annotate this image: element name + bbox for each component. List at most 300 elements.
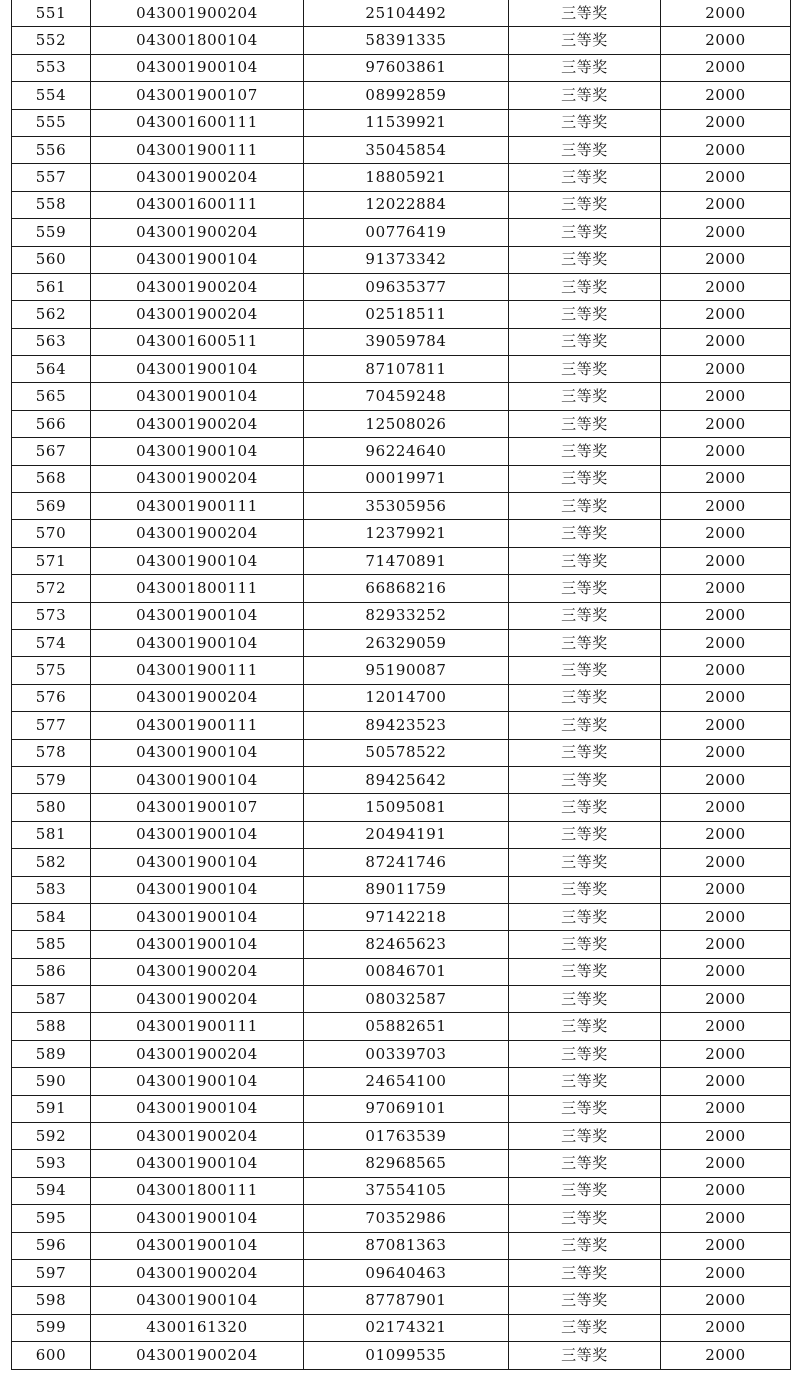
code-cell: 043001900104 <box>91 876 304 903</box>
ticket-number-cell: 95190087 <box>304 657 509 684</box>
table-row <box>12 27 791 54</box>
code-cell: 043001900104 <box>91 739 304 766</box>
amount-cell: 2000 <box>661 191 791 218</box>
amount-cell: 2000 <box>661 602 791 629</box>
row-number-cell: 598 <box>12 1287 91 1314</box>
ticket-number-cell: 50578522 <box>304 739 509 766</box>
code-cell: 043001900107 <box>91 82 304 109</box>
ticket-number-cell: 71470891 <box>304 547 509 574</box>
code-cell: 4300161320 <box>91 1314 304 1341</box>
table-row <box>12 1205 791 1232</box>
prize-level-cell: 三等奖 <box>509 191 661 218</box>
table-row <box>12 136 791 163</box>
amount-cell: 2000 <box>661 164 791 191</box>
ticket-number-cell: 82933252 <box>304 602 509 629</box>
amount-cell: 2000 <box>661 1232 791 1259</box>
table-row <box>12 246 791 273</box>
prize-level-cell: 三等奖 <box>509 1287 661 1314</box>
row-number-cell: 552 <box>12 27 91 54</box>
code-cell: 043001900104 <box>91 1150 304 1177</box>
table-row <box>12 356 791 383</box>
code-cell: 043001600111 <box>91 109 304 136</box>
code-cell: 043001900104 <box>91 1205 304 1232</box>
row-number-cell: 592 <box>12 1123 91 1150</box>
code-cell: 043001900104 <box>91 903 304 930</box>
prize-level-cell: 三等奖 <box>509 410 661 437</box>
amount-cell: 2000 <box>661 986 791 1013</box>
row-number-cell: 563 <box>12 328 91 355</box>
amount-cell: 2000 <box>661 712 791 739</box>
table-row <box>12 1150 791 1177</box>
ticket-number-cell: 35045854 <box>304 136 509 163</box>
table-row <box>12 1040 791 1067</box>
table-row <box>12 766 791 793</box>
amount-cell: 2000 <box>661 1150 791 1177</box>
ticket-number-cell: 87241746 <box>304 849 509 876</box>
ticket-number-cell: 09635377 <box>304 273 509 300</box>
code-cell: 043001900204 <box>91 0 304 27</box>
code-cell: 043001900104 <box>91 1287 304 1314</box>
ticket-number-cell: 11539921 <box>304 109 509 136</box>
ticket-number-cell: 15095081 <box>304 794 509 821</box>
code-cell: 043001900204 <box>91 164 304 191</box>
row-number-cell: 576 <box>12 684 91 711</box>
amount-cell: 2000 <box>661 465 791 492</box>
ticket-number-cell: 20494191 <box>304 821 509 848</box>
ticket-number-cell: 00776419 <box>304 219 509 246</box>
table-row <box>12 794 791 821</box>
row-number-cell: 571 <box>12 547 91 574</box>
amount-cell: 2000 <box>661 1040 791 1067</box>
table-row <box>12 986 791 1013</box>
ticket-number-cell: 91373342 <box>304 246 509 273</box>
code-cell: 043001900104 <box>91 356 304 383</box>
ticket-number-cell: 00339703 <box>304 1040 509 1067</box>
amount-cell: 2000 <box>661 246 791 273</box>
table-row <box>12 54 791 81</box>
row-number-cell: 588 <box>12 1013 91 1040</box>
amount-cell: 2000 <box>661 219 791 246</box>
ticket-number-cell: 97142218 <box>304 903 509 930</box>
ticket-number-cell: 87787901 <box>304 1287 509 1314</box>
table-row <box>12 82 791 109</box>
table-row <box>12 328 791 355</box>
row-number-cell: 564 <box>12 356 91 383</box>
amount-cell: 2000 <box>661 547 791 574</box>
prize-level-cell: 三等奖 <box>509 903 661 930</box>
amount-cell: 2000 <box>661 438 791 465</box>
row-number-cell: 551 <box>12 0 91 27</box>
prize-level-cell: 三等奖 <box>509 164 661 191</box>
prize-level-cell: 三等奖 <box>509 438 661 465</box>
ticket-number-cell: 97069101 <box>304 1095 509 1122</box>
amount-cell: 2000 <box>661 657 791 684</box>
amount-cell: 2000 <box>661 1342 791 1369</box>
code-cell: 043001900104 <box>91 821 304 848</box>
row-number-cell: 585 <box>12 931 91 958</box>
table-row <box>12 520 791 547</box>
table-row <box>12 1287 791 1314</box>
amount-cell: 2000 <box>661 54 791 81</box>
ticket-number-cell: 02518511 <box>304 301 509 328</box>
table-row <box>12 1342 791 1369</box>
row-number-cell: 573 <box>12 602 91 629</box>
prize-winners-table <box>11 0 791 1370</box>
prize-level-cell: 三等奖 <box>509 684 661 711</box>
code-cell: 043001900111 <box>91 712 304 739</box>
prize-level-cell: 三等奖 <box>509 1342 661 1369</box>
table-row <box>12 164 791 191</box>
row-number-cell: 583 <box>12 876 91 903</box>
amount-cell: 2000 <box>661 0 791 27</box>
prize-level-cell: 三等奖 <box>509 136 661 163</box>
table-row <box>12 465 791 492</box>
row-number-cell: 558 <box>12 191 91 218</box>
row-number-cell: 577 <box>12 712 91 739</box>
code-cell: 043001900111 <box>91 657 304 684</box>
code-cell: 043001900104 <box>91 438 304 465</box>
code-cell: 043001600511 <box>91 328 304 355</box>
amount-cell: 2000 <box>661 82 791 109</box>
ticket-number-cell: 82465623 <box>304 931 509 958</box>
row-number-cell: 597 <box>12 1259 91 1286</box>
table-row <box>12 301 791 328</box>
amount-cell: 2000 <box>661 794 791 821</box>
table-row <box>12 438 791 465</box>
row-number-cell: 591 <box>12 1095 91 1122</box>
amount-cell: 2000 <box>661 1287 791 1314</box>
prize-level-cell: 三等奖 <box>509 849 661 876</box>
table-row <box>12 1013 791 1040</box>
ticket-number-cell: 35305956 <box>304 493 509 520</box>
ticket-number-cell: 70459248 <box>304 383 509 410</box>
code-cell: 043001900104 <box>91 1095 304 1122</box>
row-number-cell: 559 <box>12 219 91 246</box>
row-number-cell: 580 <box>12 794 91 821</box>
ticket-number-cell: 97603861 <box>304 54 509 81</box>
row-number-cell: 566 <box>12 410 91 437</box>
amount-cell: 2000 <box>661 958 791 985</box>
table-row <box>12 219 791 246</box>
ticket-number-cell: 00019971 <box>304 465 509 492</box>
prize-level-cell: 三等奖 <box>509 1068 661 1095</box>
table-row <box>12 383 791 410</box>
amount-cell: 2000 <box>661 410 791 437</box>
amount-cell: 2000 <box>661 575 791 602</box>
row-number-cell: 569 <box>12 493 91 520</box>
ticket-number-cell: 87081363 <box>304 1232 509 1259</box>
ticket-number-cell: 96224640 <box>304 438 509 465</box>
row-number-cell: 594 <box>12 1177 91 1204</box>
table-row <box>12 191 791 218</box>
prize-level-cell: 三等奖 <box>509 1150 661 1177</box>
code-cell: 043001900104 <box>91 547 304 574</box>
table-row <box>12 1095 791 1122</box>
row-number-cell: 572 <box>12 575 91 602</box>
prize-level-cell: 三等奖 <box>509 1095 661 1122</box>
prize-level-cell: 三等奖 <box>509 383 661 410</box>
table-row <box>12 903 791 930</box>
table-row <box>12 1177 791 1204</box>
row-number-cell: 575 <box>12 657 91 684</box>
code-cell: 043001600111 <box>91 191 304 218</box>
prize-level-cell: 三等奖 <box>509 931 661 958</box>
code-cell: 043001900204 <box>91 684 304 711</box>
amount-cell: 2000 <box>661 1259 791 1286</box>
row-number-cell: 562 <box>12 301 91 328</box>
table-row <box>12 684 791 711</box>
ticket-number-cell: 18805921 <box>304 164 509 191</box>
code-cell: 043001900204 <box>91 1123 304 1150</box>
amount-cell: 2000 <box>661 903 791 930</box>
prize-level-cell: 三等奖 <box>509 712 661 739</box>
amount-cell: 2000 <box>661 1205 791 1232</box>
table-row <box>12 876 791 903</box>
code-cell: 043001800104 <box>91 27 304 54</box>
prize-level-cell: 三等奖 <box>509 1314 661 1341</box>
table-row <box>12 273 791 300</box>
amount-cell: 2000 <box>661 1013 791 1040</box>
table-row <box>12 657 791 684</box>
prize-level-cell: 三等奖 <box>509 821 661 848</box>
code-cell: 043001900204 <box>91 520 304 547</box>
code-cell: 043001900204 <box>91 1259 304 1286</box>
code-cell: 043001900204 <box>91 958 304 985</box>
code-cell: 043001900204 <box>91 465 304 492</box>
ticket-number-cell: 37554105 <box>304 1177 509 1204</box>
amount-cell: 2000 <box>661 766 791 793</box>
row-number-cell: 560 <box>12 246 91 273</box>
code-cell: 043001900204 <box>91 410 304 437</box>
row-number-cell: 596 <box>12 1232 91 1259</box>
amount-cell: 2000 <box>661 301 791 328</box>
table-row <box>12 547 791 574</box>
table-body <box>12 0 791 1369</box>
code-cell: 043001900104 <box>91 1232 304 1259</box>
ticket-number-cell: 39059784 <box>304 328 509 355</box>
code-cell: 043001900111 <box>91 493 304 520</box>
ticket-number-cell: 05882651 <box>304 1013 509 1040</box>
table-row <box>12 712 791 739</box>
ticket-number-cell: 89425642 <box>304 766 509 793</box>
amount-cell: 2000 <box>661 520 791 547</box>
row-number-cell: 586 <box>12 958 91 985</box>
row-number-cell: 555 <box>12 109 91 136</box>
table-row <box>12 410 791 437</box>
prize-level-cell: 三等奖 <box>509 109 661 136</box>
code-cell: 043001900107 <box>91 794 304 821</box>
row-number-cell: 568 <box>12 465 91 492</box>
ticket-number-cell: 82968565 <box>304 1150 509 1177</box>
code-cell: 043001900104 <box>91 246 304 273</box>
ticket-number-cell: 25104492 <box>304 0 509 27</box>
amount-cell: 2000 <box>661 849 791 876</box>
code-cell: 043001900204 <box>91 1342 304 1369</box>
code-cell: 043001900111 <box>91 1013 304 1040</box>
row-number-cell: 593 <box>12 1150 91 1177</box>
ticket-number-cell: 24654100 <box>304 1068 509 1095</box>
code-cell: 043001900111 <box>91 136 304 163</box>
table-row <box>12 1068 791 1095</box>
prize-level-cell: 三等奖 <box>509 629 661 656</box>
row-number-cell: 574 <box>12 629 91 656</box>
prize-level-cell: 三等奖 <box>509 520 661 547</box>
amount-cell: 2000 <box>661 1177 791 1204</box>
prize-level-cell: 三等奖 <box>509 986 661 1013</box>
amount-cell: 2000 <box>661 821 791 848</box>
prize-level-cell: 三等奖 <box>509 876 661 903</box>
code-cell: 043001900104 <box>91 766 304 793</box>
prize-level-cell: 三等奖 <box>509 356 661 383</box>
row-number-cell: 590 <box>12 1068 91 1095</box>
amount-cell: 2000 <box>661 1068 791 1095</box>
prize-level-cell: 三等奖 <box>509 1205 661 1232</box>
ticket-number-cell: 08032587 <box>304 986 509 1013</box>
table-row <box>12 493 791 520</box>
prize-level-cell: 三等奖 <box>509 328 661 355</box>
code-cell: 043001900204 <box>91 219 304 246</box>
row-number-cell: 581 <box>12 821 91 848</box>
table-row <box>12 602 791 629</box>
prize-level-cell: 三等奖 <box>509 1123 661 1150</box>
amount-cell: 2000 <box>661 356 791 383</box>
prize-level-cell: 三等奖 <box>509 493 661 520</box>
code-cell: 043001900204 <box>91 273 304 300</box>
ticket-number-cell: 08992859 <box>304 82 509 109</box>
amount-cell: 2000 <box>661 1314 791 1341</box>
amount-cell: 2000 <box>661 136 791 163</box>
ticket-number-cell: 66868216 <box>304 575 509 602</box>
prize-level-cell: 三等奖 <box>509 273 661 300</box>
amount-cell: 2000 <box>661 27 791 54</box>
table-row <box>12 1259 791 1286</box>
prize-level-cell: 三等奖 <box>509 1040 661 1067</box>
table-row <box>12 931 791 958</box>
ticket-number-cell: 02174321 <box>304 1314 509 1341</box>
code-cell: 043001900104 <box>91 602 304 629</box>
row-number-cell: 582 <box>12 849 91 876</box>
code-cell: 043001900204 <box>91 1040 304 1067</box>
amount-cell: 2000 <box>661 273 791 300</box>
row-number-cell: 600 <box>12 1342 91 1369</box>
amount-cell: 2000 <box>661 383 791 410</box>
row-number-cell: 584 <box>12 903 91 930</box>
ticket-number-cell: 12022884 <box>304 191 509 218</box>
row-number-cell: 595 <box>12 1205 91 1232</box>
table-row <box>12 575 791 602</box>
ticket-number-cell: 12014700 <box>304 684 509 711</box>
table-row <box>12 849 791 876</box>
code-cell: 043001900204 <box>91 301 304 328</box>
ticket-number-cell: 01099535 <box>304 1342 509 1369</box>
prize-level-cell: 三等奖 <box>509 301 661 328</box>
prize-level-cell: 三等奖 <box>509 1177 661 1204</box>
amount-cell: 2000 <box>661 328 791 355</box>
amount-cell: 2000 <box>661 1123 791 1150</box>
row-number-cell: 599 <box>12 1314 91 1341</box>
prize-level-cell: 三等奖 <box>509 82 661 109</box>
code-cell: 043001900104 <box>91 383 304 410</box>
row-number-cell: 579 <box>12 766 91 793</box>
prize-level-cell: 三等奖 <box>509 27 661 54</box>
row-number-cell: 553 <box>12 54 91 81</box>
table-row <box>12 109 791 136</box>
code-cell: 043001900204 <box>91 986 304 1013</box>
ticket-number-cell: 26329059 <box>304 629 509 656</box>
code-cell: 043001900104 <box>91 629 304 656</box>
code-cell: 043001900104 <box>91 849 304 876</box>
prize-level-cell: 三等奖 <box>509 575 661 602</box>
prize-level-cell: 三等奖 <box>509 1232 661 1259</box>
code-cell: 043001800111 <box>91 575 304 602</box>
prize-level-cell: 三等奖 <box>509 958 661 985</box>
amount-cell: 2000 <box>661 493 791 520</box>
row-number-cell: 567 <box>12 438 91 465</box>
code-cell: 043001800111 <box>91 1177 304 1204</box>
row-number-cell: 565 <box>12 383 91 410</box>
code-cell: 043001900104 <box>91 54 304 81</box>
amount-cell: 2000 <box>661 931 791 958</box>
prize-level-cell: 三等奖 <box>509 465 661 492</box>
prize-level-cell: 三等奖 <box>509 657 661 684</box>
prize-level-cell: 三等奖 <box>509 602 661 629</box>
table-row <box>12 821 791 848</box>
ticket-number-cell: 70352986 <box>304 1205 509 1232</box>
row-number-cell: 587 <box>12 986 91 1013</box>
prize-level-cell: 三等奖 <box>509 794 661 821</box>
amount-cell: 2000 <box>661 109 791 136</box>
table-row <box>12 629 791 656</box>
code-cell: 043001900104 <box>91 1068 304 1095</box>
table-row <box>12 1232 791 1259</box>
ticket-number-cell: 58391335 <box>304 27 509 54</box>
ticket-number-cell: 12379921 <box>304 520 509 547</box>
row-number-cell: 589 <box>12 1040 91 1067</box>
row-number-cell: 554 <box>12 82 91 109</box>
row-number-cell: 556 <box>12 136 91 163</box>
table-row <box>12 958 791 985</box>
prize-level-cell: 三等奖 <box>509 766 661 793</box>
ticket-number-cell: 00846701 <box>304 958 509 985</box>
prize-level-cell: 三等奖 <box>509 1259 661 1286</box>
prize-level-cell: 三等奖 <box>509 739 661 766</box>
ticket-number-cell: 89011759 <box>304 876 509 903</box>
ticket-number-cell: 09640463 <box>304 1259 509 1286</box>
amount-cell: 2000 <box>661 876 791 903</box>
table-row <box>12 1123 791 1150</box>
ticket-number-cell: 12508026 <box>304 410 509 437</box>
ticket-number-cell: 87107811 <box>304 356 509 383</box>
row-number-cell: 561 <box>12 273 91 300</box>
ticket-number-cell: 01763539 <box>304 1123 509 1150</box>
amount-cell: 2000 <box>661 629 791 656</box>
ticket-number-cell: 89423523 <box>304 712 509 739</box>
code-cell: 043001900104 <box>91 931 304 958</box>
amount-cell: 2000 <box>661 739 791 766</box>
table-row <box>12 1314 791 1341</box>
prize-level-cell: 三等奖 <box>509 54 661 81</box>
table-row <box>12 0 791 27</box>
prize-level-cell: 三等奖 <box>509 0 661 27</box>
row-number-cell: 578 <box>12 739 91 766</box>
row-number-cell: 557 <box>12 164 91 191</box>
prize-level-cell: 三等奖 <box>509 219 661 246</box>
amount-cell: 2000 <box>661 684 791 711</box>
amount-cell: 2000 <box>661 1095 791 1122</box>
table-row <box>12 739 791 766</box>
row-number-cell: 570 <box>12 520 91 547</box>
prize-level-cell: 三等奖 <box>509 246 661 273</box>
